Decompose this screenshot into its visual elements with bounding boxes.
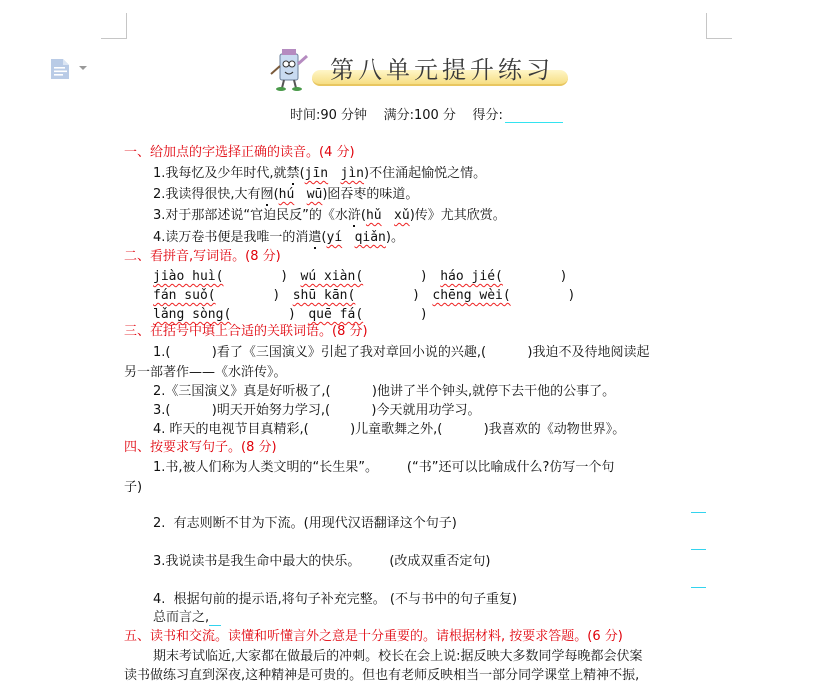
section-3-title: 三、在括号中填上合适的关联词语。(8 分) [124,324,368,339]
page-title-banner [264,44,574,92]
time-label: 时间:90 分钟 [290,108,368,123]
s5-paragraph-line-2: 读书做练习直到深夜,这种精神是可贵的。但也有老师反映相当一部分同学课堂上精神不振, [124,668,640,683]
s4-item-1: 1.书,被人们称为人类文明的“长生果”。 (“书”还可以比喻成什么?仿写一个句 [153,460,615,475]
s4-answer-line-1[interactable] [691,512,706,513]
page-title: 第八单元提升练习 [330,56,554,84]
s4-item-1-cont: 子) [124,480,143,495]
chevron-down-icon[interactable] [79,66,87,70]
s4-answer-line-4[interactable] [209,625,221,626]
s1-item-4: 4.读万卷书便是我唯一的消遣(yí qiǎn)。 [153,230,404,245]
s3-item-2: 2.《三国演义》真是好听极了,( )他讲了半个钟头,就停下去干他的公事了。 [153,384,616,399]
book-mascot-icon [268,44,312,92]
s4-item-3: 3.我说读书是我生命中最大的快乐。 (改成双重否定句) [153,554,491,569]
document-icon[interactable] [50,58,70,80]
s2-row-2: fán suǒ( ) shū kān( ) chēng wèi( ) [153,288,574,303]
s3-item-1: 1.( )看了《三国演义》引起了我对章回小说的兴趣,( )我迫不及待地阅读起 [153,345,650,360]
full-marks-label: 满分:100 分 [383,108,456,123]
section-5-title: 五、读书和交流。读懂和听懂言外之意是十分重要的。请根据材料, 按要求答题。(6 分) [124,629,623,644]
score-blank[interactable] [505,109,563,123]
s3-item-1-cont: 另一部著作——《水浒传》。 [124,365,287,380]
exam-meta [290,104,563,123]
s1-item-1: 1.我每忆及少年时代,就禁(jīn jìn)不住涌起愉悦之情。 [153,166,487,181]
s4-item-4-cont: 总而言之, [153,609,221,627]
s4-answer-line-3[interactable] [691,587,706,588]
s3-item-3: 3.( )明天开始努力学习,( )今天就用功学习。 [153,403,481,418]
s1-item-3: 3.对于那部述说“官迫民反”的《水浒(hǔ xǔ)传》尤其欣赏。 [153,208,506,223]
s1-item-2: 2.我读得很快,大有囫(hú wū)囵吞枣的味道。 [153,187,419,202]
section-4-title: 四、按要求写句子。(8 分) [124,440,277,455]
s4-item-4: 4. 根据句前的提示语,将句子补充完整。 (不与书中的句子重复) [153,592,518,607]
s4-answer-line-2[interactable] [691,549,706,550]
s2-row-1: jiào huì( ) wú xiàn( ) háo jié( ) [153,269,566,284]
crop-mark-top-left [101,13,127,39]
crop-mark-top-right [706,13,732,39]
score-label: 得分: [472,108,503,123]
section-2-title: 二、看拼音,写词语。(8 分) [124,249,281,264]
s2-row-3: lǎng sòng( ) quē fá( ) [153,307,427,322]
section-1-title: 一、给加点的字选择正确的读音。(4 分) [124,145,355,160]
s3-item-4: 4. 昨天的电视节目真精彩,( )儿童歌舞之外,( )我喜欢的《动物世界》。 [153,422,626,437]
s5-paragraph-line-1: 期末考试临近,大家都在做最后的冲刺。校长在会上说:据反映大多数同学每晚都会伏案 [153,649,643,664]
s4-item-2: 2. 有志则断不甘为下流。(用现代汉语翻译这个句子) [153,516,457,531]
